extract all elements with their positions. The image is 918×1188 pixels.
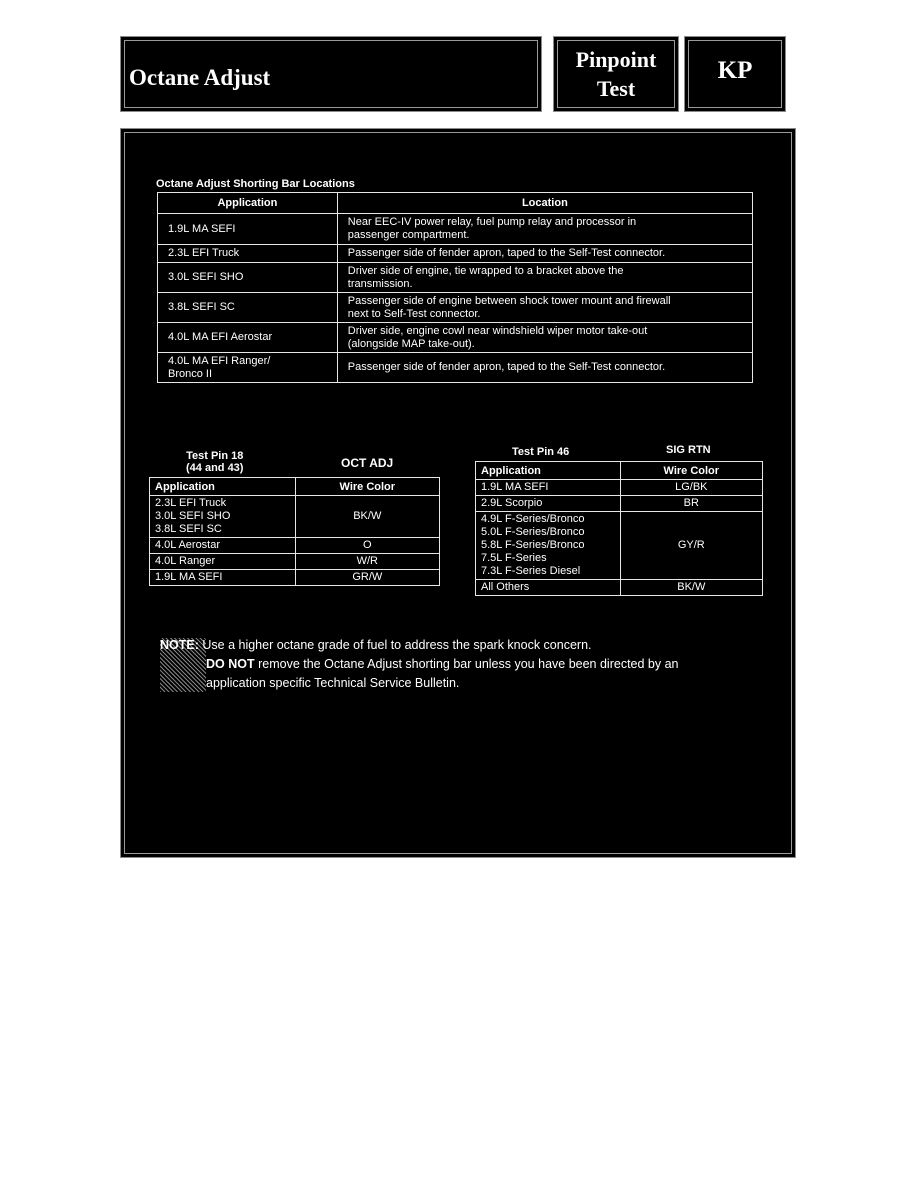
pinpoint-test-label	[554, 45, 678, 103]
pin46-table	[475, 461, 763, 596]
application-cell	[158, 263, 338, 293]
application-cell	[150, 554, 296, 570]
cell-line: next to Self-Test connector.	[347, 307, 481, 320]
cell-line: 5.0L F-Series/Bronco	[481, 526, 585, 538]
cell-line: 1.9L MA SEFI	[155, 571, 223, 583]
cell-line: 4.0L Ranger	[155, 555, 216, 567]
application-cell	[158, 214, 338, 245]
cell-line: All Others	[481, 581, 530, 593]
wire-color-cell: BK/W	[620, 580, 762, 596]
application-cell	[476, 512, 621, 580]
cell-line: 3.0L SEFI SHO	[168, 271, 244, 283]
cell-line: Passenger side of engine between shock tower mount and firewall	[347, 294, 671, 307]
pin18-table	[149, 477, 440, 586]
cell-line: 3.8L SEFI SC	[155, 523, 222, 535]
cell-line: 7.5L F-Series	[481, 552, 547, 564]
note-label: NOTE:	[160, 638, 199, 652]
table-row	[476, 480, 763, 496]
cell-line: 5.8L F-Series/Bronco	[481, 539, 585, 551]
pin18-title-line-2: (44 and 43)	[186, 462, 244, 474]
column-header-location: Location	[337, 193, 752, 214]
cell-line: (alongside MAP take-out).	[347, 337, 475, 350]
location-cell	[337, 323, 752, 353]
table-row	[158, 323, 753, 353]
application-cell	[158, 245, 338, 263]
note-block	[160, 636, 740, 693]
pinpoint-test-box	[553, 36, 679, 112]
cell-line: 2.3L EFI Truck	[168, 247, 240, 259]
table-row	[158, 214, 753, 245]
pin46-rows	[476, 480, 763, 596]
pinpoint-line-1: Pinpoint	[575, 47, 657, 72]
application-cell	[476, 580, 621, 596]
pin18-header-wire-color: Wire Color	[295, 478, 439, 496]
pin18-title	[186, 450, 243, 474]
cell-line: 4.0L Aerostar	[155, 539, 221, 551]
pin18-signal-label: OCT ADJ	[341, 456, 394, 470]
table-row	[476, 512, 763, 580]
note-do-not: DO NOT	[206, 657, 255, 671]
pin46-signal-label: SIG RTN	[666, 444, 711, 456]
application-cell	[150, 538, 296, 554]
column-header-application: Application	[158, 193, 338, 214]
table-row	[476, 496, 763, 512]
pin46-header-wire-color: Wire Color	[620, 462, 762, 480]
note-line-3: application specific Technical Service Bulletin.	[206, 676, 460, 690]
table-row	[476, 580, 763, 596]
wire-color-cell: GY/R	[620, 512, 762, 580]
pin18-title-line-1: Test Pin 18	[186, 450, 244, 462]
cell-line: Passenger side of fender apron, taped to the Self-Test connector.	[347, 361, 666, 373]
cell-line: Passenger side of fender apron, taped to the Self-Test connector.	[347, 247, 666, 259]
shorting-bar-title: Octane Adjust Shorting Bar Locations	[156, 178, 355, 190]
table-row	[150, 538, 440, 554]
test-code: KP	[717, 57, 753, 84]
cell-line: passenger compartment.	[347, 229, 470, 241]
location-cell	[337, 263, 752, 293]
pin46-header-application: Application	[476, 462, 621, 480]
wire-color-cell: BK/W	[295, 496, 439, 538]
pin46-title: Test Pin 46	[512, 446, 570, 458]
cell-line: 2.9L Scorpio	[481, 497, 543, 509]
cell-line: 4.9L F-Series/Bronco	[481, 513, 585, 525]
cell-line: 3.0L SEFI SHO	[155, 510, 231, 522]
shorting-bar-rows	[158, 214, 753, 383]
wire-color-cell: O	[295, 538, 439, 554]
cell-line: 1.9L MA SEFI	[481, 481, 549, 493]
wire-color-cell: LG/BK	[620, 480, 762, 496]
application-cell	[158, 353, 338, 383]
cell-line: 4.0L MA EFI Ranger/	[168, 354, 271, 367]
cell-line: transmission.	[347, 277, 413, 290]
table-row	[150, 496, 440, 538]
table-row	[150, 570, 440, 586]
page-title: Octane Adjust	[129, 65, 271, 90]
cell-line: Near EEC-IV power relay, fuel pump relay and processor in	[347, 216, 637, 228]
cell-line: 7.3L F-Series Diesel	[481, 565, 581, 577]
application-cell	[476, 480, 621, 496]
code-box	[684, 36, 786, 112]
location-cell	[337, 214, 752, 245]
application-cell	[476, 496, 621, 512]
note-text-1: Use a higher octane grade of fuel to address the spark knock concern.	[202, 638, 592, 652]
pinpoint-line-2: Test	[596, 76, 636, 101]
location-cell	[337, 353, 752, 383]
shorting-bar-table	[157, 192, 753, 383]
pin18-rows	[150, 496, 440, 586]
application-cell	[158, 323, 338, 353]
cell-line: 3.8L SEFI SC	[168, 301, 235, 313]
note-line-2	[160, 655, 740, 674]
application-cell	[150, 570, 296, 586]
cell-line: Driver side, engine cowl near windshield wiper motor take-out	[347, 324, 648, 337]
note-text-2: remove the Octane Adjust shorting bar unless you have been directed by an	[258, 657, 679, 671]
cell-line: 2.3L EFI Truck	[155, 497, 227, 509]
title-box	[120, 36, 542, 112]
location-cell	[337, 293, 752, 323]
table-row	[158, 263, 753, 293]
table-row	[158, 293, 753, 323]
table-row	[158, 353, 753, 383]
table-row	[158, 245, 753, 263]
cell-line: Bronco II	[168, 367, 213, 380]
pin18-header-application: Application	[150, 478, 296, 496]
cell-line: 1.9L MA SEFI	[168, 222, 236, 235]
application-cell	[158, 293, 338, 323]
wire-color-cell: BR	[620, 496, 762, 512]
wire-color-cell: GR/W	[295, 570, 439, 586]
wire-color-cell: W/R	[295, 554, 439, 570]
cell-line: Driver side of engine, tie wrapped to a bracket above the	[347, 264, 624, 277]
table-row	[150, 554, 440, 570]
note-line-1	[160, 636, 740, 655]
cell-line: 4.0L MA EFI Aerostar	[168, 331, 273, 343]
location-cell	[337, 245, 752, 263]
application-cell	[150, 496, 296, 538]
